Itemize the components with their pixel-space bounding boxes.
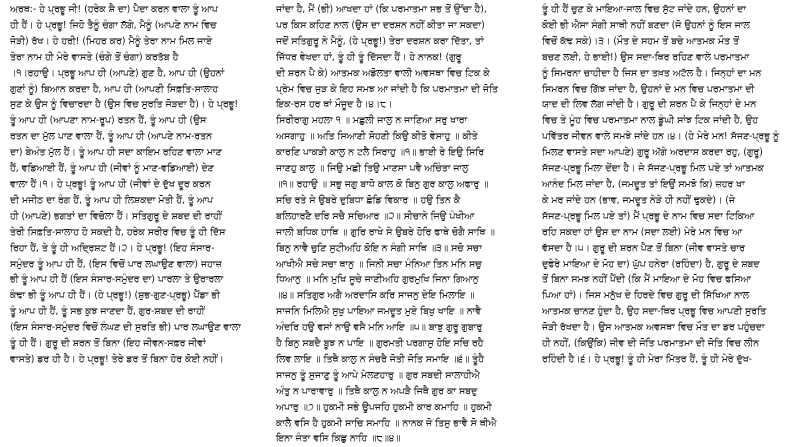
text-line: ਸਾਜਨਿ ਮਿਲਿਐ ਸੁਖੁ ਪਾਇਆ ਜਮਦੂਤ ਮੁਏ ਬਿਖੁ ਖਾਇ ॥ ਨਾਵੈ [276, 306, 482, 318]
text-line: ਕਾਲੈ ਵਸਿ ਹੈ ਹੁਕਮੀ ਸਾਚਿ ਸਮਾਹਿ ॥ ਨਾਨਕ ਜੋ ਤਿਸੁ ਭਾਵੈ ਸੋ ਥੀਐ [276, 417, 497, 429]
text-line: ਯਾਦ ਦੀ ਲਿਵ ਲੱਗ ਜਾਂਦੀ ਹੈ। ਗੁਰੂ ਦੀ ਸ਼ਰਨ ਪੈ ਕੇ ਜਿਨ੍ਹਾਂ ਦੇ ਮਨ [542, 99, 757, 111]
text-column-left [10, 2, 262, 412]
text-line: ਵਾਲਾ ਹੈਂ।੧। ਹੇ ਪ੍ਰਭੂ! ਤੂੰ ਆਪ ਹੀ (ਜੀਵਾਂ ਦੇ ਦੁੱਖ ਦੂਰ ਕਰਨ [10, 178, 211, 190]
text-line: ਜਾਣਹੁ ਕਾਲੁ ॥ ਜਿਉ ਮਛੀ ਤਿਉ ਮਾਣਸਾ ਪਵੈ ਅਚਿੰਤਾ ਜਾਲੁ [276, 163, 469, 175]
text-column-right [542, 2, 794, 412]
text-line: ਕੇ ਮਰ ਜਾਂਦੇ ਹਨ (ਭਾਵ, ਜਮਦੂਤ ਨੇੜੇ ਹੀ ਨਹੀਂ ਢੁਕਦੇ)। (ਜੇ [542, 194, 736, 206]
text-line: ਵਿਚੋਂ ਕੱਢ ਸਕੇ)।੩। (ਮੌਤ ਦੇ ਸਹਮ ਤੋਂ ਬਚੇ ਆਤਮਕ ਮੌਤ ਤੋਂ [542, 35, 739, 47]
text-line: ਰਹਿ ਸਕਦਾ ਹਾਂ ਉਸ ਦਾ ਨਾਮ (ਸਦਾ ਲਈ) ਮੇਰੇ ਮਨ ਵਿਚ ਆ [542, 226, 743, 238]
text-line: ਅੰਦਰਿ ਹਉ ਵਸਾਂ ਨਾਉ ਵਸੈ ਮਨਿ ਆਇ ॥੫॥ ਬਾਝੁ ਗੁਰੂ ਗੁਬਾਰੁ [276, 322, 483, 334]
text-line: ਜਦੋਂ ਸਤਿਗੁਰੂ ਨੇ ਮੈਨੂੰ, (ਹੇ ਪ੍ਰਭੂ!) ਤੇਰਾ ਦਰਸ਼ਨ ਕਰਾ ਦਿੱਤਾ, ਤਾਂ [276, 35, 484, 47]
text-line: ਹੈ ਬਿਨੁ ਸਬਦੈ ਬੂਝ ਨ ਪਾਇ ॥ ਗੁਰਮਤੀ ਪਰਗਾਸੁ ਹੋਇ ਸਚਿ ਰਹੈ [276, 338, 484, 350]
text-line: ਆਖੀਐ ਸਚੇ ਸਚਾ ਥਾਨੁ ॥ ਜਿਨੀ ਸਚਾ ਮੰਨਿਆ ਤਿਨ ਮਨਿ ਸਚੁ [276, 258, 482, 270]
text-line: ਦੁਫੇਰੇ ਮਾਇਆ ਦੇ ਮੋਹ ਦਾ) ਘੁੱਪ ਹਨੇਰਾ (ਰਹਿੰਦਾ) ਹੈ, ਗੁਰੂ ਦੇ ਸ਼ਬਦ [542, 258, 760, 270]
text-line: ਸਮੁੰਦਰ ਤੂੰ ਆਪ ਹੀ ਹੈਂ, (ਇਸ ਵਿਚੋਂ ਪਾਰ ਲਘਾਉਣ ਵਾਲਾ) ਜਹਾਜ਼ [10, 258, 222, 270]
text-line: ਸਿਮਰਨ ਵਿਚ ਗਿੱਝ ਜਾਂਦਾ ਹੈ, ਉਹਨਾਂ ਦੇ ਮਨ ਵਿਚ ਪਰਮਾਤਮਾ ਦੀ [542, 83, 755, 95]
text-line: ਜੋੜੀ ਰੱਖਦਾ ਹੈ। ਉਸ ਆਤਮਕ ਅਵਸਥਾ ਵਿਚ ਮੌਤ ਦਾ ਡਰ ਪਹੁੰਚਦਾ [542, 322, 765, 334]
text-line: ਇਨਾ ਜੰਤਾ ਵਸਿ ਕਿਛੁ ਨਾਹਿ ॥੮॥੪॥ [276, 433, 401, 445]
text-line: ਕਾਰਣਿ ਪਾਕੜੀ ਕਾਲੁ ਨ ਟਲੈ ਸਿਰਾਹੁ ॥੧॥ ਭਾਈ ਰੇ ਇਉ ਸਿਰਿ [276, 147, 485, 159]
text-line: ਲਿਵ ਲਾਇ ॥ ਤਿਥੈ ਕਾਲੁ ਨ ਸੰਚਰੈ ਜੋਤੀ ਜੋਤਿ ਸਮਾਇ ॥੬॥ ਤੂੰਹੈ [276, 353, 484, 365]
text-line: ਵੱਸਦਾ ਹੈ।੫। ਗੁਰੂ ਦੀ ਸ਼ਰਨ ਪੈਣ ਤੋਂ ਬਿਨਾ (ਜੀਵ ਵਾਸਤੇ ਚਾਰ [542, 242, 745, 254]
text-line: ਅਰਥ:- ਹੇ ਪ੍ਰਭੂ ਜੀ! (ਹਰੇਕ ਸ਼ੈ ਦਾ) ਪੈਦਾ ਕਰਨ ਵਾਲਾ ਤੂੰ ਆਪ [10, 4, 218, 15]
text-line: ਬਚਣ ਲਈ, ਹੇ ਭਾਈ!) ਉਸ ਸਦਾ-ਥਿਰ ਰਹਿਣ ਵਾਲੇ ਪਰਮਾਤਮਾ [542, 51, 750, 63]
text-line: ਦੀ ਮਜੀਠ ਦਾ ਰੰਗ ਹੈਂ, ਤੂੰ ਆਪ ਹੀ ਲਿਸ਼ਕਦਾ ਮੋਤੀ ਹੈਂ, ਤੂੰ ਆਪ [10, 194, 214, 206]
text-line: ॥੪॥ ਸਤਿਗੁਰ ਅਗੈ ਅਰਦਾਸਿ ਕਰਿ ਸਾਜਨੁ ਦੇਇ ਮਿਲਾਇ ॥ [276, 290, 475, 302]
text-line: ਰਿਹਾ ਹੈਂ, ਤੇ ਤੂੰ ਹੀ ਅਦ੍ਰਿਸ਼ਟ ਹੈਂ।੨। ਹੇ ਪ੍ਰਭੂ! (ਇਹ ਸੰਸਾਰ- [10, 242, 215, 254]
text-line: ਜਾਲੀ ਬਧਿਕ ਹਾਥਿ ॥ ਗੁਰਿ ਰਾਖੇ ਸੇ ਉਬਰੇ ਹੋਰਿ ਫਾਥੇ ਚੋਗੈ ਸਾਥਿ ॥ [276, 226, 495, 238]
text-line: ਪਰ ਕਿਸ ਕਹਿਣ ਨਾਲ (ਉਸ ਦਾ ਦਰਸ਼ਨ ਨਹੀਂ ਕੀਤਾ ਜਾ ਸਕਦਾ) [276, 19, 485, 31]
text-line: (ਇਸ ਸੰਸਾਰ-ਸਮੁੰਦਰ ਵਿਚੋਂ ਲੰਘਣ ਦੀ ਸੁਰਤਿ ਭੀ) ਪਾਰ ਲਘਾਉਣ ਵਾਲਾ [10, 322, 241, 334]
text-line: ਕੰਢਾ ਭੀ ਤੂੰ ਆਪ ਹੀ ਹੈਂ। (ਹੇ ਪ੍ਰਭੂ!) (ਸ਼ੁਭ-ਗੁਣ-ਪ੍ਰਭੂ) ਪੈਂਡਾ ਭੀ [10, 290, 220, 302]
text-line: ਭੀ ਤੂੰ ਆਪ ਹੀ ਹੈਂ (ਇਸ ਸੰਸਾਰ-ਸਮੁੰਦਰ ਦਾ) ਪਾਰਲਾ ਤੇ ਉਰਾਰਲਾ [10, 274, 224, 286]
text-line: ਪਵਿੱਤਰ ਜੀਵਨ ਵਾਲੇ ਸਮਝੇ ਜਾਂਦੇ ਹਨ।੪। (ਹੇ ਮੇਰੇ ਮਨ! ਸੱਜਣ-ਪ੍ਰਭੂ ਨੂੰ [542, 131, 779, 143]
text-line: ਮਿਲਣ ਵਾਸਤੇ ਸਦਾ ਆਪਣੇ) ਗੁਰੂ ਅੱਗੇ ਅਰਦਾਸ ਕਰਦਾ ਰਹੁ, (ਗੁਰੂ) [542, 147, 763, 159]
text-line: ਅਪਾਰੁ ॥੭॥ ਹੁਕਮੀ ਸਭੇ ਊਪਜਹਿ ਹੁਕਮੀ ਕਾਰ ਕਮਾਹਿ ॥ ਹੁਕਮੀ [276, 401, 492, 413]
text-line: ਗੁਣਾਂ ਨੂੰ) ਬਿਆਨ ਕਰਦਾ ਹੈ, ਆਪ ਹੀ (ਆਪਣੀ ਸਿਫ਼ਤਿ-ਸਾਲਾਹ [10, 83, 219, 95]
text-line: ਸੱਜਣ-ਪ੍ਰਭੂ ਮਿਲਾ ਦੇਂਦਾ ਹੈ। ਜੇ ਸੱਜਣ-ਪ੍ਰਭੂ ਮਿਲ ਪਏ ਤਾਂ ਆਤਮਕ [542, 163, 764, 175]
text-line: ਹੀ ਨਹੀਂ, (ਕਿਉਂਕਿ) ਜੀਵ ਦੀ ਜੋਤਿ ਪਰਮਾਤਮਾ ਦੀ ਜੋਤਿ ਵਿਚ ਲੀਨ [542, 338, 759, 350]
text-line: ਬਲਿਹਾਰਣੈ ਦਰਿ ਸਚੈ ਸਚਿਆਰ ॥੨॥ ਸੀਚਾਨੇ ਜਿਉ ਪੰਖੀਆ [276, 210, 475, 222]
text-line: ਦਾ) ਬੇਅੰਤ ਮੁੱਲ ਹੈਂ। ਤੂੰ ਆਪ ਹੀ ਸਦਾ ਕਾਇਮ ਰਹਿਣ ਵਾਲਾ ਮਾਣ [10, 147, 222, 159]
text-line: ॥੧॥ ਰਹਾਉ ॥ ਸਭੁ ਜਗੁ ਬਾਧੋ ਕਾਲ ਕੋ ਬਿਨੁ ਗੁਰ ਕਾਲੁ ਅਫਾਰੁ ॥ [276, 178, 489, 190]
text-line: ਤੂੰ ਆਪ ਹੀ ਹੈਂ, ਤੂੰ ਸਭ ਕੁਝ ਜਾਣਦਾ ਹੈਂ, ਗੁਰ-ਸ਼ਬਦ ਦੀ ਰਾਹੀਂ [10, 306, 205, 318]
text-line: ਸਾਜਨੁ ਤੂੰ ਸੁਜਾਣੁ ਤੂੰ ਆਪੇ ਮੇਲਣਹਾਰੁ ॥ ਗੁਰ ਸਬਦੀ ਸਾਲਾਹੀਐ [276, 369, 480, 381]
text-column-middle [276, 2, 528, 445]
text-line: ਰਹਿੰਦੀ ਹੈ।੬। ਹੇ ਪ੍ਰਭੂ! ਤੂੰ ਹੀ ਮੇਰਾ ਮਿੱਤਰ ਹੈਂ, ਤੂੰ ਹੀ ਮੇਰੇ ਦੁੱਖ- [542, 353, 753, 365]
text-line: ਬਿਨੁ ਨਾਵੈ ਚੁਣਿ ਸੁਟੀਅਹਿ ਕੋਇ ਨ ਸੰਗੀ ਸਾਥਿ ॥੩॥ ਸਚੋ ਸਚਾ [276, 242, 482, 254]
text-line: ਸਿਰੀਰਾਗੁ ਮਹਲਾ ੧ ॥ ਮਛੁਲੀ ਜਾਲੁ ਨ ਜਾਣਿਆ ਸਰੁ ਖਾਰਾ [276, 115, 468, 127]
text-line: ਪਿਆ ਹਾਂ)। ਜਿਸ ਮਨੁੱਖ ਦੇ ਹਿਰਦੇ ਵਿਚ ਗੁਰੂ ਦੀ ਸਿੱਖਿਆ ਨਾਲ [542, 290, 749, 302]
text-line: ਹੀ ਹੈਂ। ਹੇ ਪ੍ਰਭੂ! ਜਿਹੋ ਤੈਨੂੰ ਚੰਗਾ ਲੱਗੇ, ਮੈਨੂੰ (ਆਪਣੇ ਨਾਮ ਵਿਚ [10, 19, 217, 31]
text-line: ਸੱਜਣ-ਪ੍ਰਭੂ ਮਿਲ ਪਏ ਤਾਂ) ਮੈਂ ਪ੍ਰਭੂ ਦੇ ਨਾਮ ਵਿਚ ਸਦਾ ਟਿਕਿਆ [542, 210, 755, 222]
text-line: ਅਸਗਾਹੁ ॥ ਅਤਿ ਸਿਆਣੀ ਸੋਹਣੀ ਕਿਉ ਕੀਤੋ ਵੇਸਾਹੁ ॥ ਕੀਤੇ [276, 131, 478, 143]
text-line: ਆਨੰਦ ਮਿਲ ਜਾਂਦਾ ਹੈ, (ਜਮਦੂਤ ਤਾਂ ਇਉਂ ਸਮਝੋ ਕਿ) ਜ਼ਹਰ ਖਾ [542, 178, 745, 190]
text-line: ਤੂੰ ਹੀ ਹੈਂ ਚੁਣ ਕੇ ਮਾਇਆ-ਜਾਲ ਵਿਚ ਸੁੱਟ ਜਾਂਦੇ ਹਨ, ਉਹਨਾਂ ਦਾ [542, 4, 746, 15]
text-line: ਪ੍ਰੇਮ ਵਿਚ ਜੁੜ ਕੇ ਇਹ ਸਮਝ ਆ ਜਾਂਦੀ ਹੈ ਕਿ ਪਰਮਾਤਮਾ ਦੀ ਜੋਤਿ [276, 83, 499, 95]
text-line: ਰਤਨ ਦਾ ਮੁੱਲ ਪਾਣ ਵਾਲਾ ਹੈਂ, ਤੂੰ ਆਪ ਹੀ (ਆਪਣੇ ਨਾਮ-ਰਤਨ [10, 131, 212, 143]
text-line: ਸਚਿ ਰਤੇ ਸੇ ਉਬਰੇ ਦੁਬਿਧਾ ਛੋਡਿ ਵਿਕਾਰ ॥ ਹਉ ਤਿਨ ਕੈ [276, 194, 461, 206]
text-line: ਤੇਰਾ ਨਾਮ ਹੀ ਮੇਰੇ ਵਾਸਤੇ (ਚੰਗੇ ਤੋਂ ਚੰਗਾ) ਕਰਤੱਬ ਹੈ [10, 51, 179, 63]
text-line: ।੧।ਰਹਾਉ। ਪ੍ਰਭੂ ਆਪ ਹੀ (ਆਪਣੇ) ਗੁਣ ਹੈ, ਆਪ ਹੀ (ਉਹਨਾਂ [10, 67, 225, 79]
text-line: ਜਾਂਦਾ ਹੈ, ਮੈਂ (ਭੀ) ਆਖਦਾ ਹਾਂ (ਕਿ ਪਰਮਾਤਮਾ ਸਭ ਤੋਂ ਉੱਚਾ ਹੈ), [276, 4, 487, 15]
text-line: ਤੂੰ ਹੀ ਹੈਂ। ਗੁਰੂ ਦੀ ਸ਼ਰਨ ਤੋਂ ਬਿਨਾ (ਇਹ ਜੀਵਨ-ਸਫ਼ਰ ਜੀਵਾਂ [10, 338, 206, 350]
text-line: ਦੀ ਸ਼ਰਨ ਪੈ ਕੇ) ਆਤਮਕ ਅਡੋਲਤਾ ਵਾਲੀ ਅਵਸਥਾ ਵਿਚ ਟਿਕ ਕੇ [276, 67, 490, 79]
text-line: ਹੈਂ, ਵਡਿਆਈ ਹੈਂ, ਤੂੰ ਆਪ ਹੀ (ਜੀਵਾਂ ਨੂੰ ਮਾਣ-ਵਡਿਆਈ) ਦੇਣ [10, 163, 214, 175]
text-line: ਜੋੜੀ) ਰੱਖ। ਹੇ ਹਰੀ! (ਮਿਹਰ ਕਰ) ਮੈਨੂੰ ਤੇਰਾ ਨਾਮ ਮਿਲ ਜਾਏ [10, 35, 213, 47]
text-line: ਕੋਈ ਭੀ ਐਸਾ ਸੰਗੀ ਸਾਥੀ ਨਹੀਂ ਬਣਦਾ (ਜੋ ਉਹਨਾਂ ਨੂੰ ਇਸ ਜਾਲ [542, 19, 750, 31]
text-line: ਜਿੱਧਰ ਵੇਖਦਾ ਹਾਂ, ਤੂੰ ਹੀ ਤੂੰ ਦਿੱਸਦਾ ਹੈਂ। ਹੇ ਨਾਨਕ! (ਗੁਰੂ [276, 51, 462, 63]
text-line: ਤੇਰੀ ਸਿਫ਼ਤਿ-ਸਾਲਾਹ ਹੋ ਸਕਦੀ ਹੈ, ਹਰੇਕ ਸਰੀਰ ਵਿਚ ਤੂੰ ਹੀ ਦਿੱਸ [10, 226, 226, 238]
text-line: ਤੂੰ ਆਪ ਹੀ (ਆਪਣਾ ਨਾਮ-ਰੂਪ) ਰਤਨ ਹੈਂ, ਤੂੰ ਆਪ ਹੀ (ਉਸ [10, 115, 207, 127]
text-line: ਇਕ-ਰਸ ਹਰ ਥਾਂ ਮੌਜੂਦ ਹੈ।੪।੮। [276, 99, 393, 111]
text-line: ਹੀ (ਆਪਣੇ) ਭਗਤਾਂ ਦਾ ਵਿਚੋਲਾ ਹੈਂ। ਸਤਿਗੁਰੂ ਦੇ ਸ਼ਬਦ ਦੀ ਰਾਹੀਂ [10, 210, 222, 222]
text-line: ਵਿਚ ਤੇ ਮੂੰਹ ਵਿਚ ਪਰਮਾਤਮਾ ਨਾਲ ਡੂੰਘੀ ਸਾਂਝ ਟਿਕ ਜਾਂਦੀ ਹੈ, ਉਹ [542, 115, 759, 127]
text-line: ਵਾਸਤੇ) ਡਰ ਹੀ ਹੈ। ਹੇ ਪ੍ਰਭੂ! ਤੇਰੇ ਡਰ ਤੋਂ ਬਿਨਾ ਹੋਰ ਕੋਈ ਨਹੀਂ। [10, 353, 224, 365]
text-line: ਆਤਮਕ ਚਾਨਣ ਹੁੰਦਾ ਹੈ, ਉਹ ਸਦਾ-ਥਿਰ ਪ੍ਰਭੂ ਵਿਚ ਆਪਣੀ ਸੁਰਤਿ [542, 306, 767, 318]
text-line: ਧਿਆਨੁ ॥ ਮਨਿ ਮੁਖਿ ਸੂਚੇ ਜਾਣੀਅਹਿ ਗੁਰਮੁਖਿ ਜਿਨਾ ਗਿਆਨੁ [276, 274, 479, 286]
text-line: ਸੁਣ ਕੇ ਉਸ ਨੂੰ ਵਿਚਾਰਦਾ ਹੈ (ਉਸ ਵਿਚ ਸੁਰਤਿ ਜੋੜਦਾ ਹੈ)। ਹੇ ਪ੍ਰਭੂ! [10, 99, 239, 111]
text-line: ਅੰਤੁ ਨ ਪਾਰਾਵਾਰੁ ॥ ਤਿਥੈ ਕਾਲੁ ਨ ਅਪੜੈ ਜਿਥੈ ਗੁਰ ਕਾ ਸਬਦੁ [276, 385, 478, 397]
text-line: ਨੂੰ ਸਿਮਰਨਾ ਚਾਹੀਦਾ ਹੈ ਜਿਸ ਦਾ ਤਖ਼ਤ ਅਟੱਲ ਹੈ। ਜਿਨ੍ਹਾਂ ਦਾ ਮਨ [542, 67, 762, 79]
text-line: ਤੋਂ ਬਿਨਾ ਸਮਝ ਨਹੀਂ ਪੈਂਦੀ (ਕਿ ਮੈਂ ਮਾਇਆ ਦੇ ਮੋਹ ਵਿਚ ਫਸਿਆ [542, 274, 751, 286]
